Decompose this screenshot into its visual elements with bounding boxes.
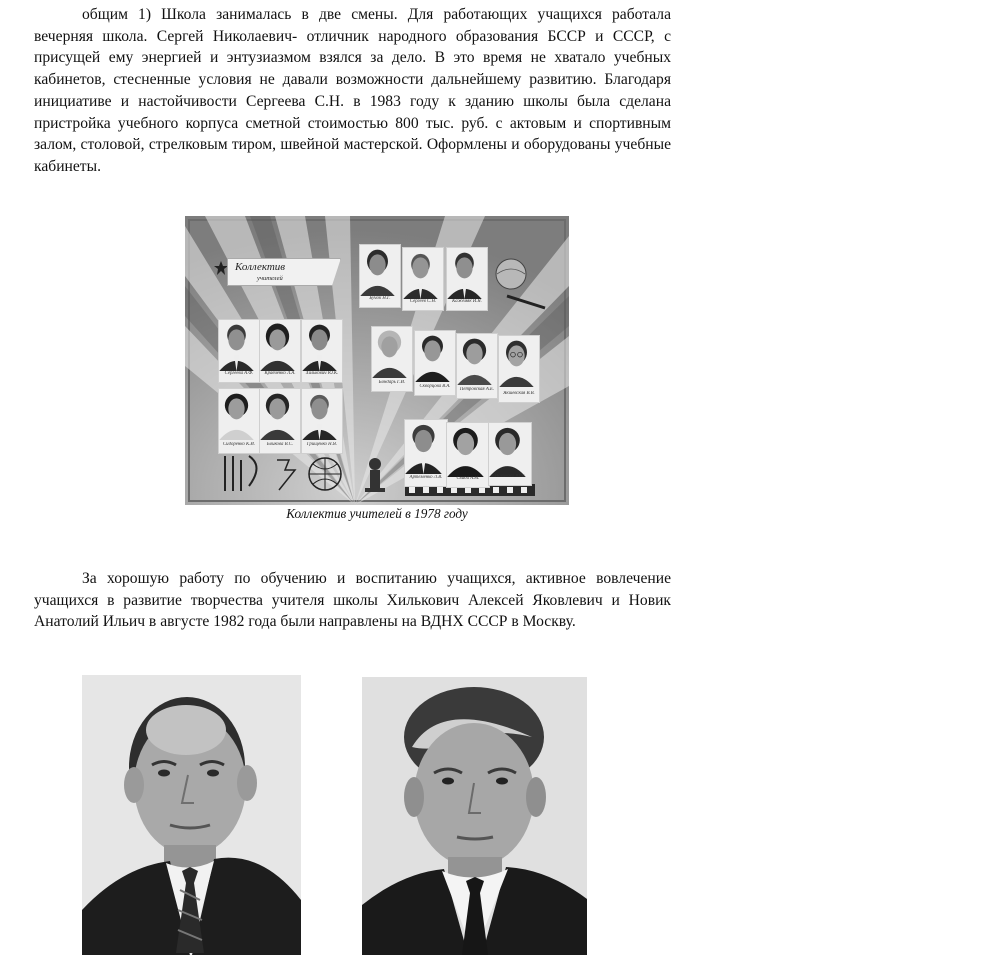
portrait-image xyxy=(403,248,438,299)
portrait-caption: Свиба А.М. xyxy=(456,476,480,481)
portrait-image xyxy=(457,334,492,385)
teacher-portrait xyxy=(259,388,301,454)
portrait-image xyxy=(362,677,587,955)
teacher-portrait xyxy=(371,326,413,392)
paragraph-school-history xyxy=(34,4,671,178)
portrait-photo-novik xyxy=(362,677,587,955)
portrait-caption: Бондарь Г.И. xyxy=(378,380,406,385)
teacher-portrait xyxy=(414,330,456,396)
portrait-image xyxy=(447,248,482,299)
portrait-image xyxy=(415,331,450,382)
portrait-image xyxy=(302,320,337,371)
portrait-caption: Кравченко Л.А. xyxy=(264,371,296,376)
teacher-portrait xyxy=(498,335,540,403)
paragraph-2-text: За хорошую работу по обучению и воспитанию учащихся, активное вовлечение учащихся в развитие творчества учителя школы Хилькович Алексей Яковлевич и Новик Анатолий Ильич в августе 1982 года были направлены на ВДНХ СССР в Москву. xyxy=(34,570,671,631)
teacher-portrait xyxy=(446,422,490,488)
teacher-portrait xyxy=(488,422,532,486)
teachers-collage-photo xyxy=(185,216,569,505)
teacher-portrait xyxy=(301,388,343,454)
portrait-caption: Грищенко Н.Я. xyxy=(306,442,338,447)
portrait-caption: Петровская А.Е. xyxy=(459,387,495,392)
portrait-image xyxy=(219,389,254,440)
portrait-image xyxy=(82,675,301,955)
portrait-image xyxy=(360,245,395,296)
portrait-caption: Сергеева А.Ф. xyxy=(224,371,254,376)
collage-title-text: Коллектив xyxy=(235,261,286,273)
portrait-image xyxy=(489,423,526,477)
portrait-caption: Хилькович Ю.К. xyxy=(305,371,339,376)
photo-caption: Коллектив учителей в 1978 году xyxy=(286,506,468,521)
portrait-image xyxy=(219,320,254,371)
portrait-caption: Скворцова В.А. xyxy=(419,384,451,389)
portrait-caption: Сергеев С.Н. xyxy=(409,299,437,304)
teacher-portrait xyxy=(359,244,401,308)
portrait-image xyxy=(499,336,534,387)
portrait-image xyxy=(405,420,442,474)
portrait-caption: Бойкова В.С. xyxy=(266,442,294,447)
teacher-portrait xyxy=(404,419,448,487)
teacher-portrait xyxy=(456,333,498,399)
portrait-image xyxy=(372,327,407,378)
teacher-portrait xyxy=(402,247,444,311)
teacher-portrait xyxy=(259,319,301,383)
teacher-portrait xyxy=(218,388,260,454)
portrait-caption: Новикова Ю.Г. xyxy=(494,474,526,479)
collage-heading xyxy=(215,258,341,284)
collage-subtitle-text: учителей xyxy=(257,275,283,282)
portrait-image xyxy=(260,389,295,440)
teacher-portrait xyxy=(218,319,260,383)
portrait-caption: Кажемяк И.Я. xyxy=(452,299,482,304)
portrait-image xyxy=(260,320,295,371)
portrait-caption: Артёменко Л.В. xyxy=(409,475,443,480)
portrait-image xyxy=(302,389,337,440)
teacher-portrait xyxy=(301,319,343,383)
paragraph-1-text: общим 1) Школа занималась в две смены. Для работающих учащихся работала вечерняя школа. Сергей Николаевич- отличник народного образования БССР и СССР, с присущей ему энергией и энтузиазмом взялся за дело. В это время не хватало учебных кабинетов, стесненные условия не давали возможности дальнейшему развитию. Благодаря инициативе и настойчивости Сергеева С.Н. в 1983 году к зданию школы была сделана пристройка учебного корпуса сметной стоимостью 800 тыс. руб. с актовым и спортивным залом, столовой, стрелковым тиром, швейной мастерской. Оформлены и оборудованы учебные кабинеты. xyxy=(34,6,671,175)
paragraph-vdnh-award xyxy=(34,568,671,633)
portrait-caption: Бучок Н.Г. xyxy=(369,296,391,301)
portrait-caption: Якшевская В.В. xyxy=(503,391,535,396)
teacher-portrait xyxy=(446,247,488,311)
portrait-image xyxy=(447,423,484,477)
portrait-caption: Сидоренко К.И. xyxy=(222,442,256,447)
portrait-photo-khilkovich xyxy=(82,675,301,955)
